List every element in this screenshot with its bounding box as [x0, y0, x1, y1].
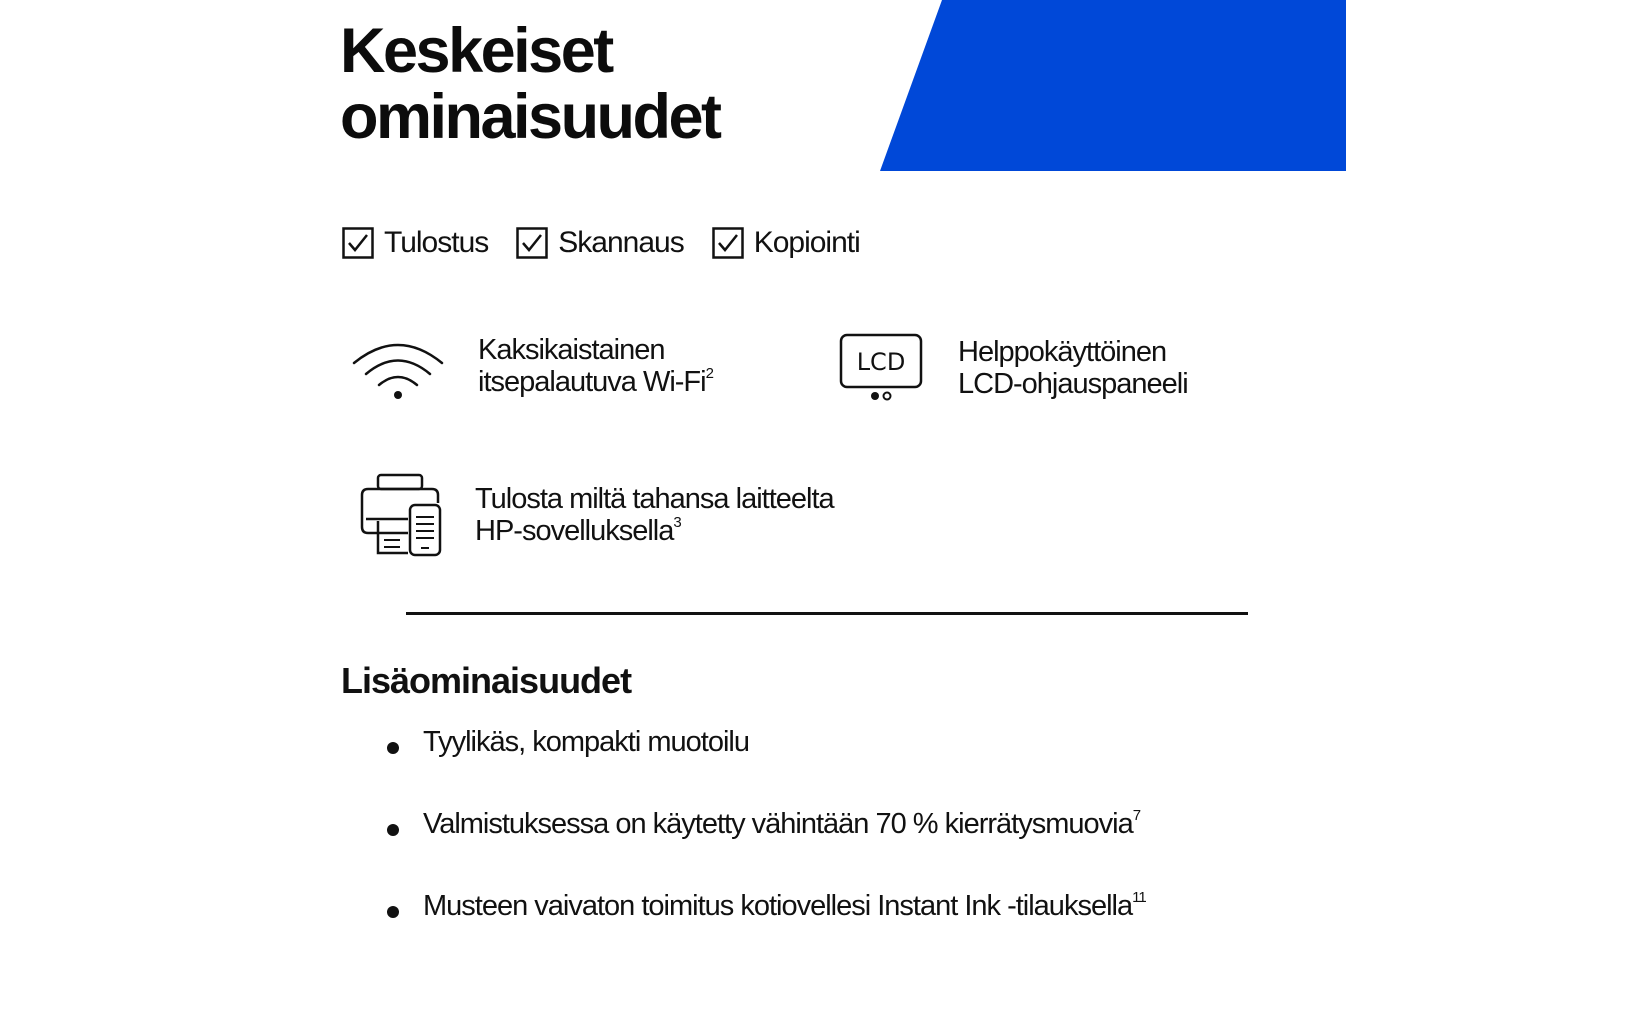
list-item	[386, 804, 1146, 886]
lcd-panel-icon	[839, 333, 923, 403]
check-label-scan: Skannaus	[558, 226, 684, 259]
lcd-icon-text: LCD	[856, 348, 906, 376]
feature-app-line2: HP-sovelluksella	[475, 515, 674, 547]
feature-lcd	[839, 333, 1188, 403]
feature-wifi-text	[478, 334, 713, 398]
printer-phone-icon	[360, 473, 444, 557]
feature-app-text	[475, 483, 834, 547]
check-label-print: Tulostus	[384, 226, 489, 259]
footnote-marker: 3	[673, 514, 681, 531]
list-item-text: Musteen vaivaton toimitus kotiovellesi Instant Ink -tilauksella	[423, 890, 1133, 922]
footnote-marker: 11	[1132, 889, 1146, 906]
checkbox-checked-icon	[342, 227, 374, 259]
list-item-text: Tyylikäs, kompakti muotoilu	[423, 726, 749, 758]
check-item-print	[342, 226, 488, 260]
bullet-dot-icon	[387, 906, 399, 918]
bullet-dot-icon	[387, 742, 399, 754]
function-checklist	[342, 226, 860, 260]
bullet-dot-icon	[387, 824, 399, 836]
footnote-marker: 2	[705, 365, 713, 382]
section-title-more: Lisäominaisuudet	[341, 660, 632, 701]
feature-lcd-line2: LCD-ohjauspaneeli	[958, 368, 1188, 400]
check-item-scan	[516, 226, 683, 260]
feature-app-print	[360, 473, 834, 557]
list-item-text: Valmistuksessa on käytetty vähintään 70 % kierrätysmuovia	[423, 808, 1133, 840]
check-item-copy	[712, 226, 860, 260]
page-title-line2: ominaisuudet	[340, 82, 720, 152]
more-features-list	[386, 722, 1146, 968]
feature-lcd-text	[958, 336, 1188, 400]
footnote-marker: 7	[1132, 807, 1141, 824]
checkbox-checked-icon	[516, 227, 548, 259]
list-item	[386, 722, 1146, 804]
checkbox-checked-icon	[712, 227, 744, 259]
page-title	[340, 18, 720, 150]
section-divider	[406, 612, 1248, 615]
list-item	[386, 886, 1146, 968]
feature-wifi	[350, 333, 713, 399]
feature-wifi-line1: Kaksikaistainen	[478, 334, 665, 366]
wifi-icon	[350, 333, 446, 399]
feature-lcd-line1: Helppokäyttöinen	[958, 336, 1167, 368]
feature-wifi-line2: itsepalautuva Wi-Fi	[478, 366, 706, 398]
blue-banner-shape	[880, 0, 1346, 171]
page-title-line1: Keskeiset	[340, 16, 612, 86]
feature-app-line1: Tulosta miltä tahansa laitteelta	[475, 483, 834, 515]
check-label-copy: Kopiointi	[753, 226, 860, 259]
